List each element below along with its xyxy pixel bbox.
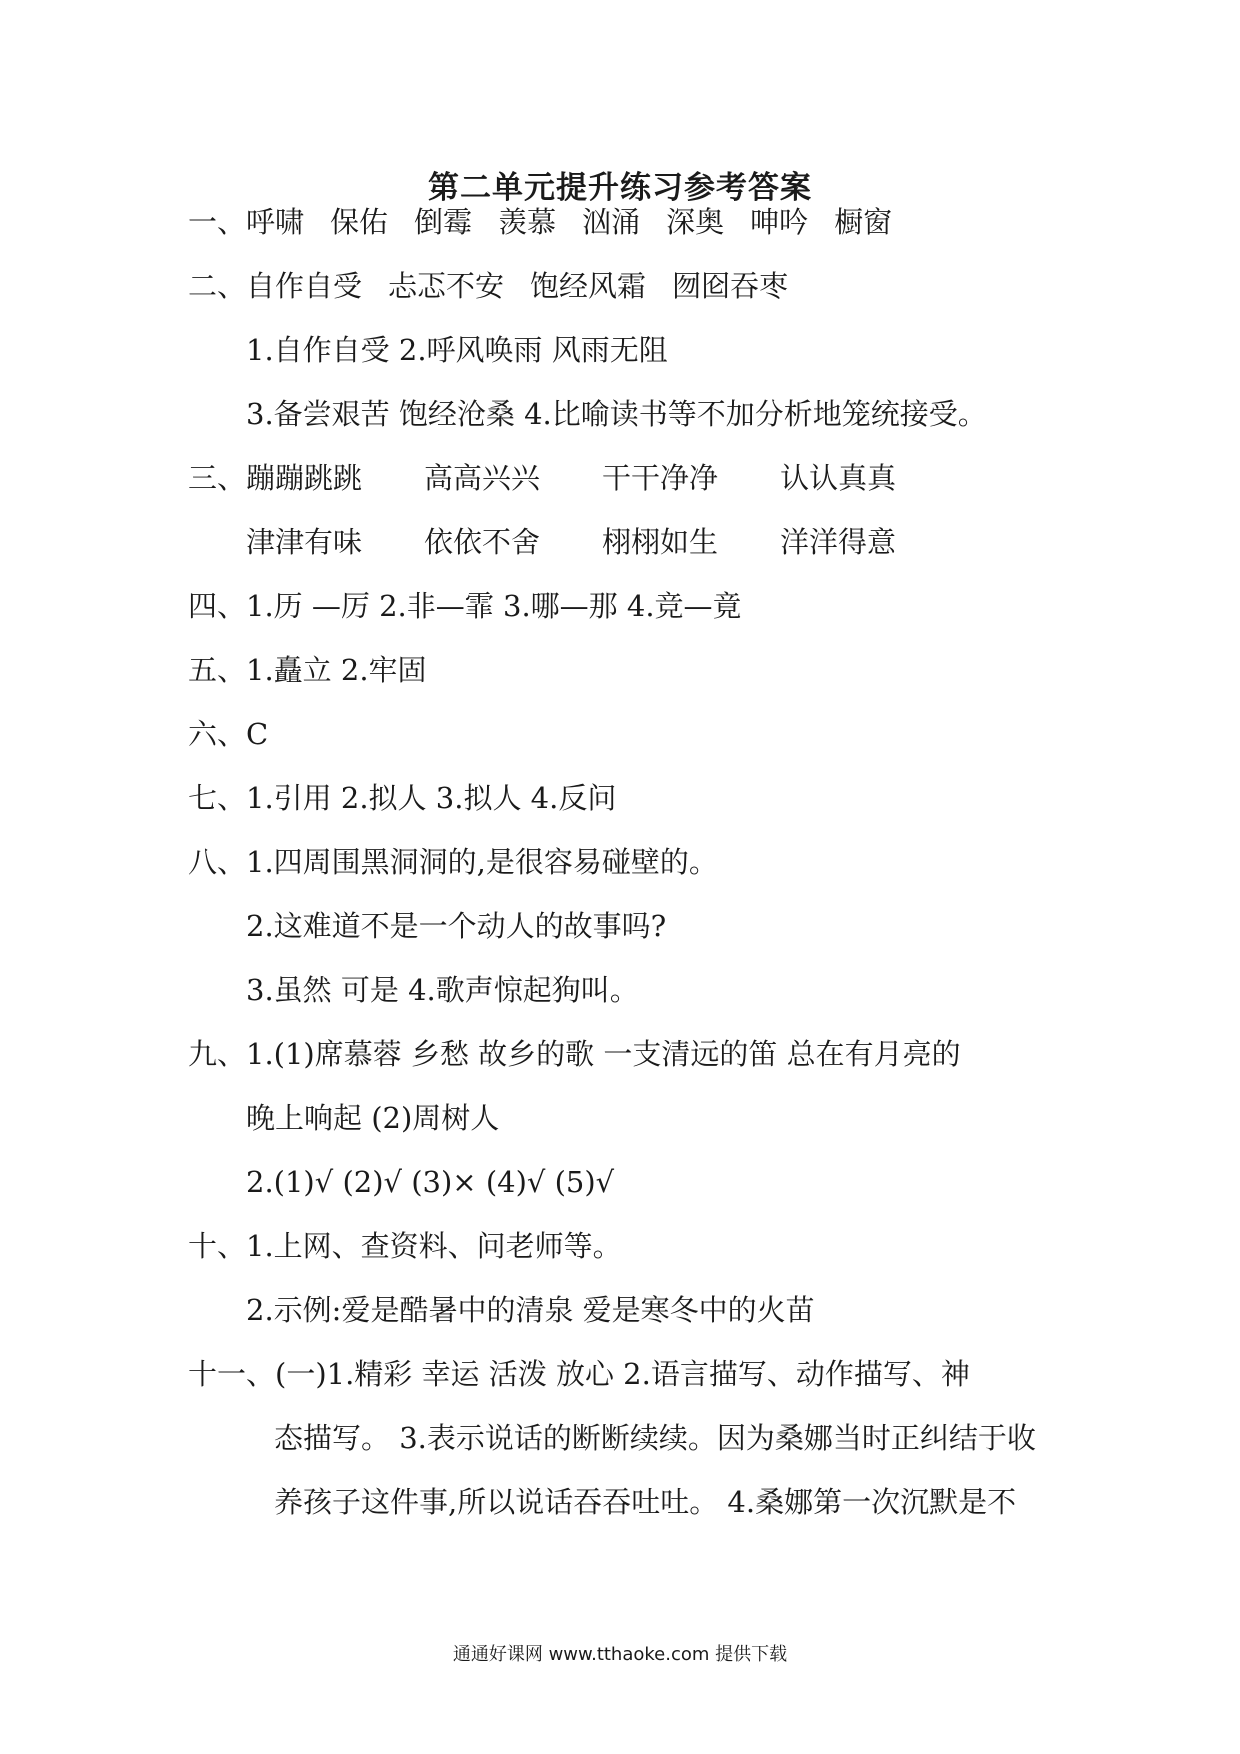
- answer-3-word: 洋洋得意: [780, 525, 897, 559]
- answer-7: 七、1.引用 2.拟人 3.拟人 4.反问: [188, 781, 617, 815]
- answer-9-line-1: 九、1.(1)席慕蓉 乡愁 故乡的歌 一支清远的笛 总在有月亮的: [188, 1037, 961, 1071]
- answer-4: 四、1.历 —厉 2.非—霏 3.哪—那 4.竞—竟: [188, 589, 742, 623]
- answer-3-word: 栩栩如生: [602, 525, 719, 559]
- answer-1-word: 羡慕: [498, 205, 557, 239]
- answer-8-line-2: 2.这难道不是一个动人的故事吗?: [246, 909, 667, 943]
- answer-2-line-3: 3.备尝艰苦 饱经沧桑 4.比喻读书等不加分析地笼统接受。: [246, 397, 987, 431]
- answer-1-word: 呼啸: [246, 205, 305, 239]
- answer-11-line-1: 十一、(一)1.精彩 幸运 活泼 放心 2.语言描写、动作描写、神: [188, 1357, 970, 1391]
- answer-1: [188, 204, 892, 240]
- answer-1-word: 倒霉: [414, 205, 473, 239]
- answer-11-line-2: 态描写。 3.表示说话的断断续续。因为桑娜当时正纠结于收: [274, 1421, 1036, 1455]
- answer-8-line-3: 3.虽然 可是 4.歌声惊起狗叫。: [246, 973, 639, 1007]
- answer-8-line-1: 八、1.四周围黑洞洞的,是很容易碰壁的。: [188, 845, 718, 879]
- answer-2: [188, 268, 788, 304]
- answer-2-number: 二、: [188, 269, 247, 303]
- answer-3-word: 蹦蹦跳跳: [246, 461, 363, 495]
- footer-watermark: 通通好课网 www.tthaoke.com 提供下载: [452, 1644, 788, 1665]
- answer-2-line-2: 1.自作自受 2.呼风唤雨 风雨无阻: [246, 333, 668, 367]
- answer-1-word: 保佑: [330, 205, 389, 239]
- answer-1-word: 呻吟: [750, 205, 809, 239]
- answer-3-word: 干干净净: [602, 461, 719, 495]
- answer-6: 六、C: [188, 717, 269, 751]
- answer-1-word: 橱窗: [834, 205, 893, 239]
- answer-5: 五、1.矗立 2.牢固: [188, 653, 427, 687]
- answer-3-word: 高高兴兴: [424, 461, 541, 495]
- answer-11-line-3: 养孩子这件事,所以说话吞吞吐吐。 4.桑娜第一次沉默是不: [274, 1485, 1017, 1519]
- answer-3-word: 认认真真: [780, 461, 897, 495]
- answer-1-word: 深奥: [666, 205, 725, 239]
- answer-1-word: 汹涌: [582, 205, 641, 239]
- answer-10-line-1: 十、1.上网、查资料、问老师等。: [188, 1229, 622, 1263]
- answer-3: [188, 460, 896, 496]
- answer-3-row-2: [246, 524, 896, 560]
- answer-2-word: 自作自受: [246, 269, 363, 303]
- answer-2-word: 忐忑不安: [388, 269, 505, 303]
- answer-9-line-3: 2.(1)√ (2)√ (3)× (4)√ (5)√: [246, 1165, 615, 1199]
- page-title: 第二单元提升练习参考答案: [428, 170, 812, 206]
- answer-10-line-2: 2.示例:爱是酷暑中的清泉 爱是寒冬中的火苗: [246, 1293, 815, 1327]
- answer-1-number: 一、: [188, 205, 247, 239]
- answer-3-word: 依依不舍: [424, 525, 541, 559]
- answer-9-line-2: 晚上响起 (2)周树人: [246, 1101, 500, 1135]
- answer-3-number: 三、: [188, 461, 247, 495]
- answer-3-word: 津津有味: [246, 525, 363, 559]
- answer-2-word: 饱经风霜: [530, 269, 647, 303]
- answer-2-word: 囫囵吞枣: [672, 269, 789, 303]
